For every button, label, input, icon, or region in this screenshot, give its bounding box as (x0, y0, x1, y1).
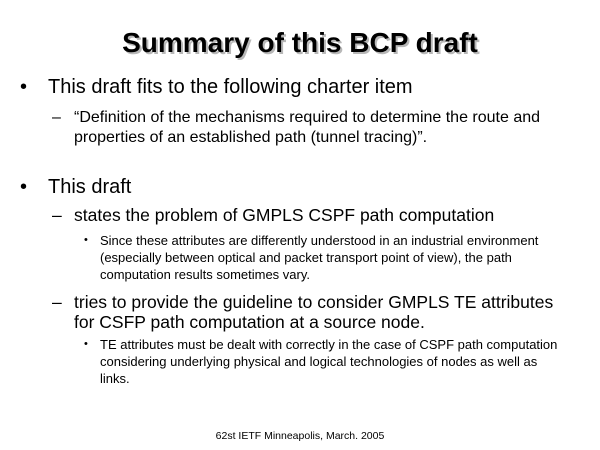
slide-footer: 62st IETF Minneapolis, March. 2005 (215, 430, 385, 442)
detail-bullet-marker: • (84, 338, 88, 350)
slide-title: Summary of this BCP draft (122, 27, 478, 58)
dash-marker: – (52, 205, 62, 225)
bullet-marker: • (20, 176, 28, 198)
sub-bullet-text: tries to provide the guideline to consider GMPLS TE attributes for CSFP path computation at a source node. (74, 292, 554, 332)
sub-bullet-text: “Definition of the mechanisms required to determine the route and properties of an established path (tunnel tracing)”. (74, 109, 541, 146)
dash-marker: – (52, 292, 62, 312)
bullet-text: This draft fits to the following charter item (48, 76, 413, 98)
detail-bullet-marker: • (84, 234, 88, 246)
detail-bullet-text: Since these attributes are differently understood in an industrial environment (especially between optical and packet transport point of view), the path computation results sometimes vary. (100, 233, 539, 282)
sub-bullet-text: states the problem of GMPLS CSPF path computation (74, 205, 495, 225)
bullet-marker: • (20, 76, 28, 98)
bullet-text: This draft (48, 176, 132, 198)
detail-bullet-text: TE attributes must be dealt with correctly in the case of CSPF path computation considering underlying physical and logical technologies of nodes as well as links. (100, 337, 558, 386)
dash-marker: – (52, 109, 61, 126)
